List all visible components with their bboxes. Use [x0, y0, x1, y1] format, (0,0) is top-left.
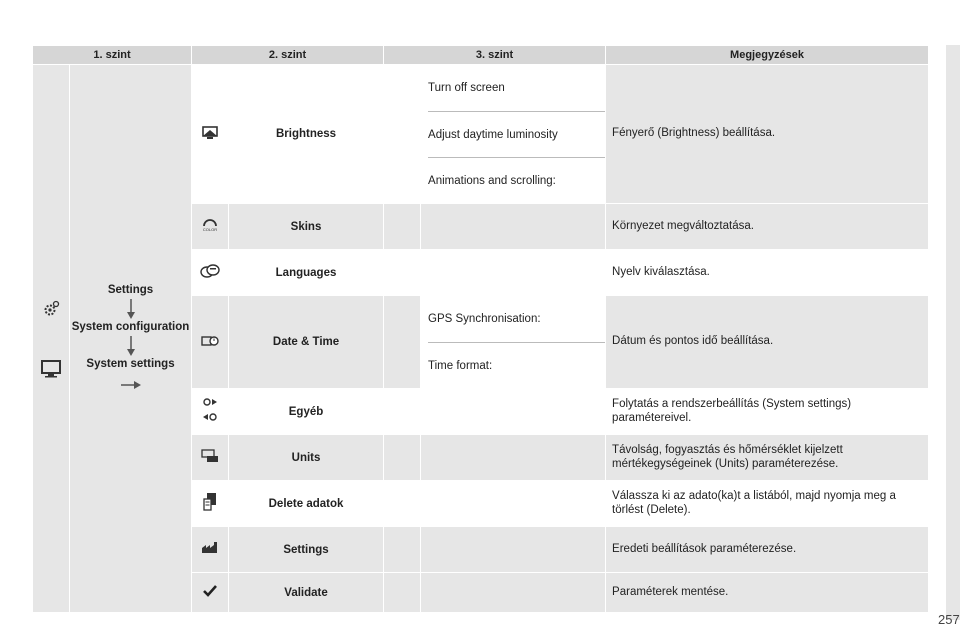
level3-item: Turn off screen	[428, 82, 505, 94]
level2-label: Date & Time	[229, 296, 384, 389]
level2-label: Settings	[229, 527, 384, 573]
level1-system-settings-label: System settings	[86, 358, 175, 370]
svg-text:COLOR: COLOR	[202, 227, 218, 232]
level2-label: Units	[229, 435, 384, 481]
level1-path-cell	[70, 65, 192, 613]
level2-label: Skins	[229, 204, 384, 250]
level2-label: Delete adatok	[229, 481, 384, 527]
note-cell: Folytatás a rendszerbeállítás (System settings) paramétereivel.	[606, 389, 929, 435]
table-row	[33, 65, 929, 204]
header-level2: 2. szint	[192, 46, 384, 65]
header-level3: 3. szint	[384, 46, 606, 65]
settings-table	[32, 45, 929, 613]
checkmark-icon	[192, 573, 229, 613]
level2-label: Languages	[229, 250, 384, 296]
note-cell: Paraméterek mentése.	[606, 573, 929, 613]
other-arrows-icon	[192, 389, 229, 435]
level3-item: GPS Synchronisation:	[428, 313, 541, 325]
arrow-right-icon	[121, 379, 141, 391]
note-cell: Dátum és pontos idő beállítása.	[606, 296, 929, 389]
page-number: 257	[938, 612, 960, 627]
header-level1: 1. szint	[33, 46, 192, 65]
languages-icon	[192, 250, 229, 296]
level3-item: Adjust daytime luminosity	[428, 111, 605, 157]
arrow-down-icon	[126, 336, 136, 356]
side-bar	[946, 45, 960, 620]
level2-label: Egyéb	[229, 389, 384, 435]
level1-system-configuration-label: System configuration	[71, 321, 190, 333]
note-cell: Távolság, fogyasztás és hőmérséklet kijelzett mértékegységeinek (Units) paraméterezése.	[606, 435, 929, 481]
factory-settings-icon	[192, 527, 229, 573]
settings-gear-icon	[41, 299, 61, 319]
note-cell: Válassza ki az adato(ka)t a listából, majd nyomja meg a törlést (Delete).	[606, 481, 929, 527]
arrow-down-icon	[126, 299, 136, 319]
note-cell: Fényerő (Brightness) beállítása.	[606, 65, 929, 204]
header-row	[33, 46, 929, 65]
level3-item: Animations and scrolling:	[428, 157, 605, 203]
monitor-icon	[41, 359, 61, 379]
note-cell: Környezet megváltoztatása.	[606, 204, 929, 250]
header-notes: Megjegyzések	[606, 46, 929, 65]
brightness-monitor-icon	[192, 65, 229, 204]
skins-color-icon	[192, 204, 229, 250]
note-cell: Nyelv kiválasztása.	[606, 250, 929, 296]
delete-data-icon	[192, 481, 229, 527]
level2-label: Validate	[229, 573, 384, 613]
note-cell: Eredeti beállítások paraméterezése.	[606, 527, 929, 573]
level2-label: Brightness	[229, 65, 384, 204]
date-time-icon	[192, 296, 229, 389]
units-icon	[192, 435, 229, 481]
level1-settings-label: Settings	[107, 284, 154, 296]
level1-icon-cell	[33, 65, 70, 613]
level3-item: Time format:	[428, 342, 605, 388]
